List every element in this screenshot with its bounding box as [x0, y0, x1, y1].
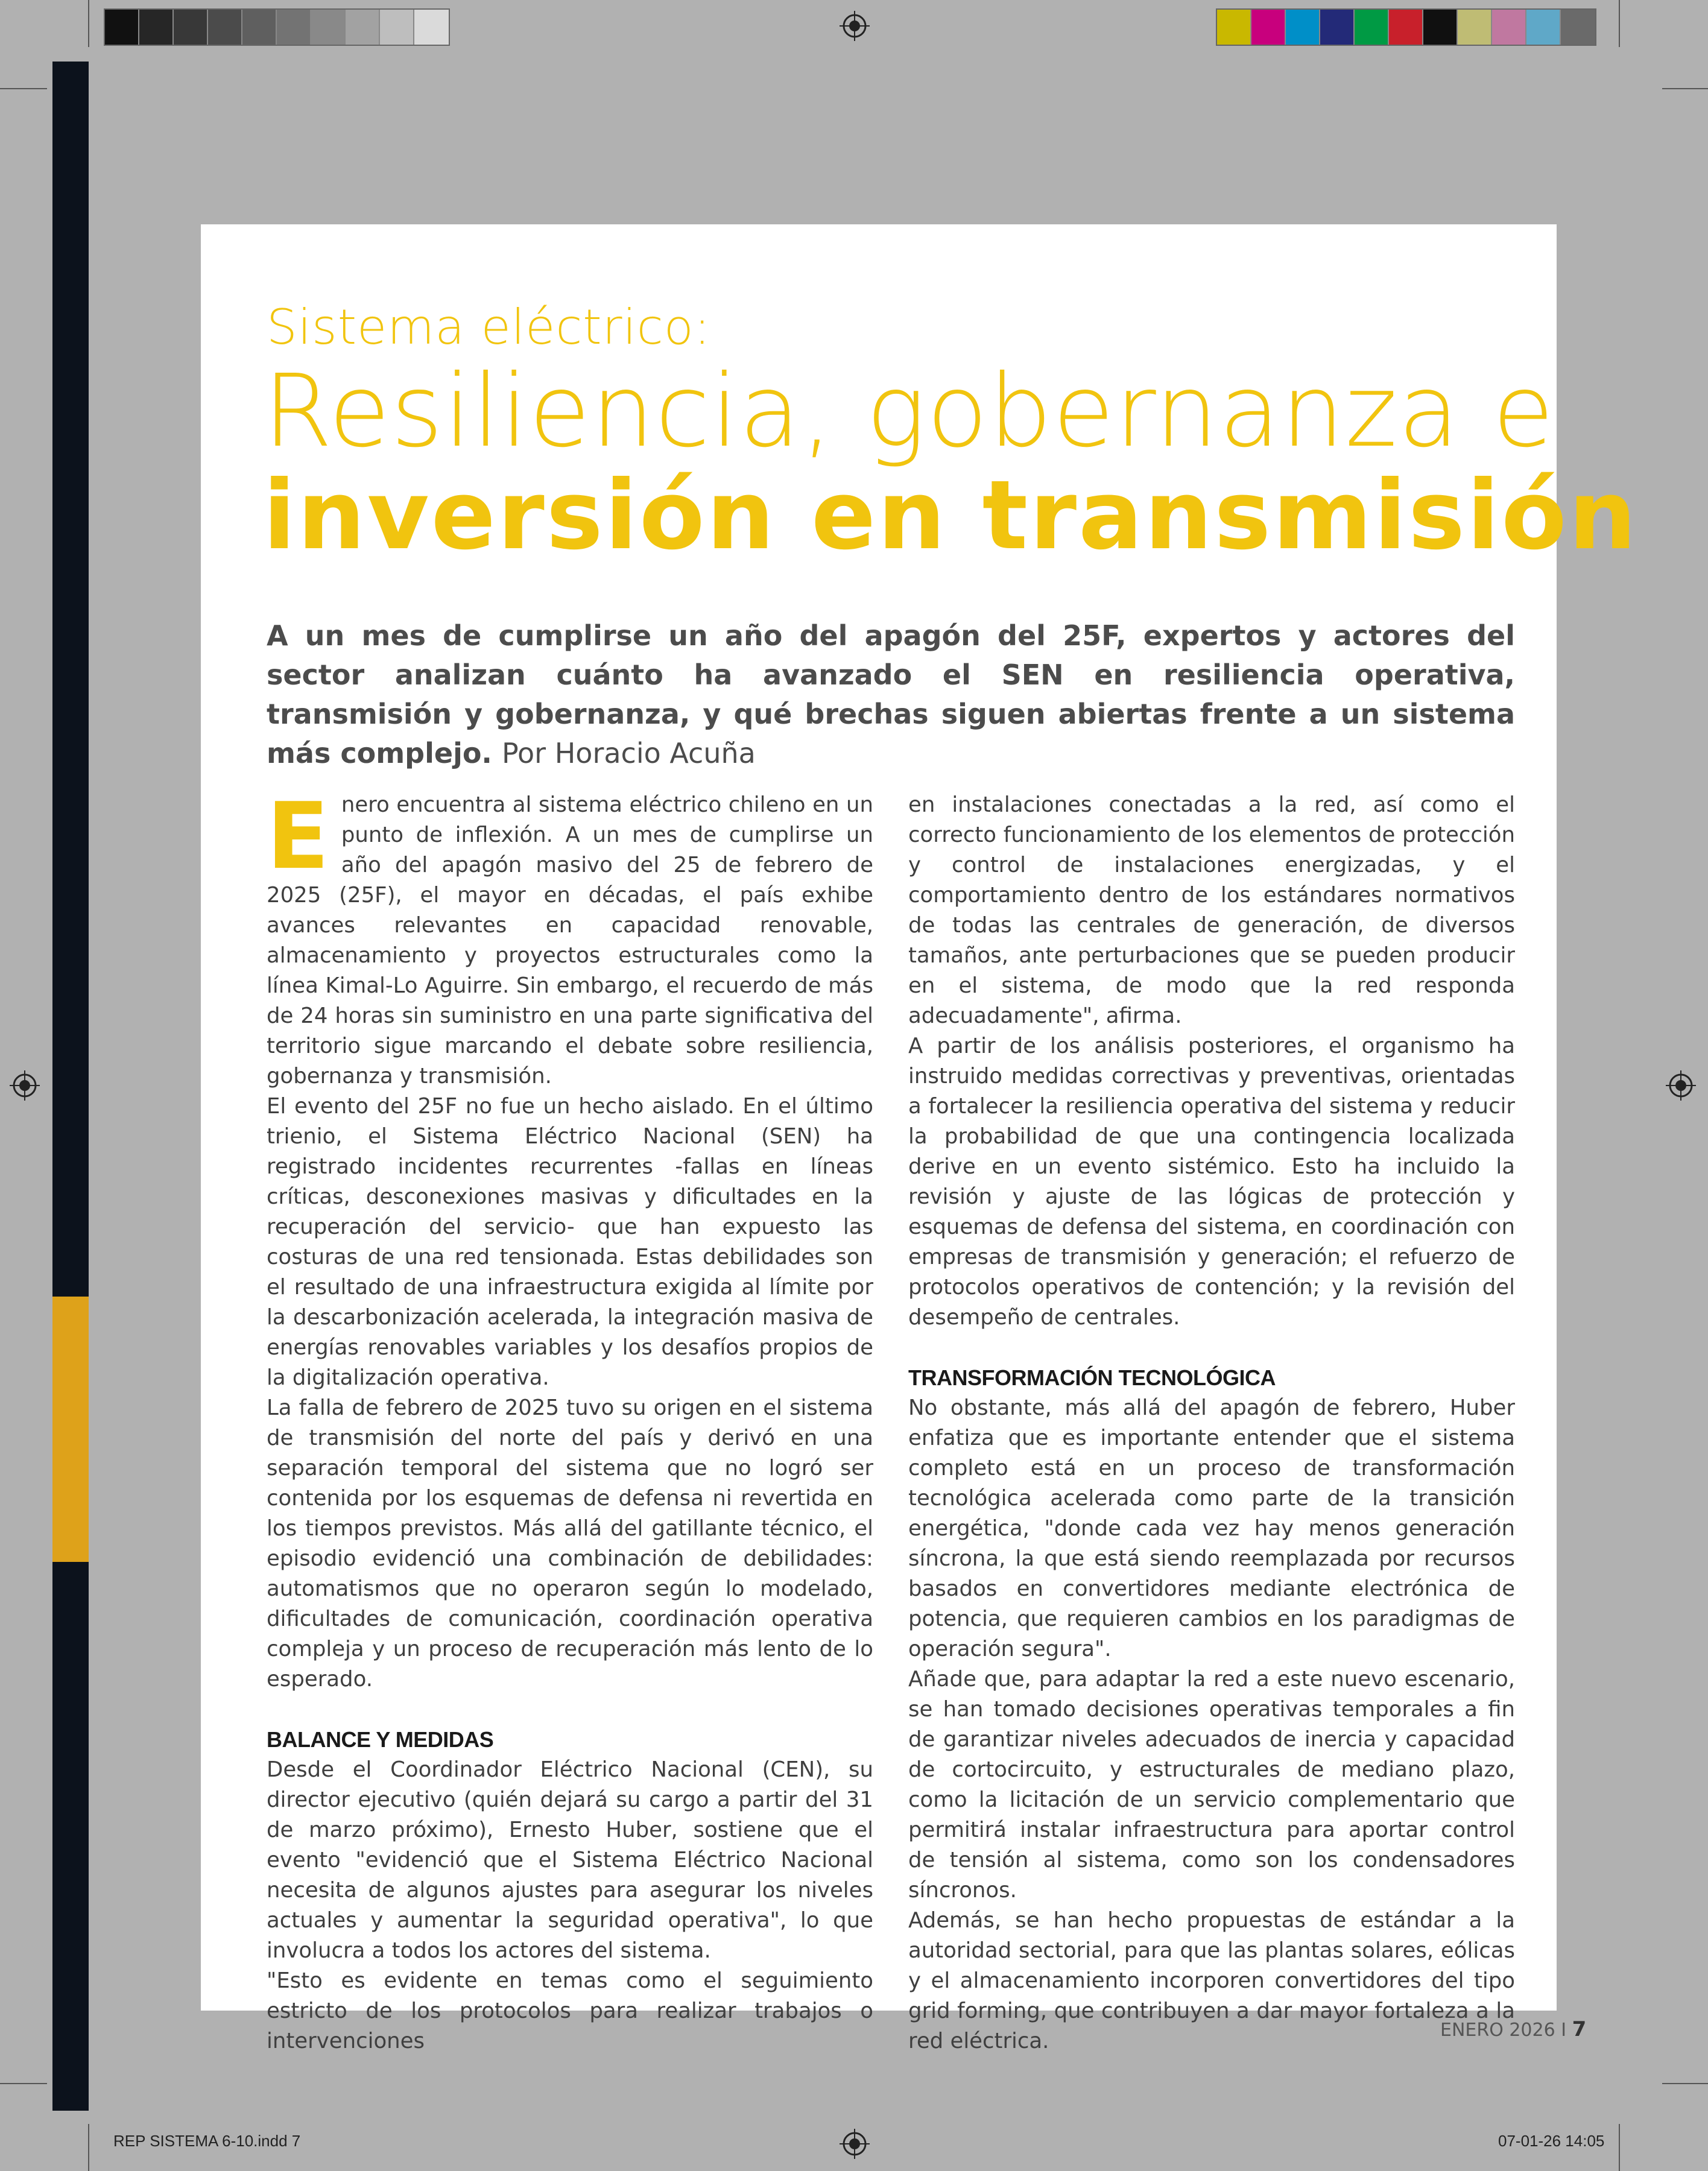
gray-swatch [346, 10, 380, 45]
crop-mark [1662, 2083, 1708, 2084]
crop-mark [1662, 88, 1708, 89]
drop-cap: E [267, 783, 329, 890]
color-swatch [1355, 10, 1389, 45]
gray-swatch [208, 10, 242, 45]
slug-date: 07-01-26 14:05 [1498, 2132, 1605, 2150]
article-column-right [908, 790, 1515, 2056]
paragraph: Además, se han hecho propuestas de estándar a la autoridad sectorial, para que las plantas solares, eólicas y el almacenamiento incorporen convertidores del tipo grid forming, que contribuyen a dar mayor fortaleza a la red eléctrica. [908, 1908, 1515, 2053]
article-deck [267, 616, 1515, 773]
article-title-line-1: Resiliencia, gobernanza e [263, 353, 1555, 470]
article-title-line-2: inversión en transmisión [263, 460, 1639, 571]
folio-issue: ENERO 2026 [1440, 2020, 1555, 2041]
color-swatch [1286, 10, 1320, 45]
color-swatch [1320, 10, 1355, 45]
gray-swatch [105, 10, 139, 45]
gray-swatch [414, 10, 449, 45]
folio-separator: I [1561, 2020, 1567, 2041]
gray-swatch [277, 10, 311, 45]
left-bleed-bar [52, 62, 89, 2111]
crop-mark [1619, 2124, 1620, 2171]
paragraph: No obstante, más allá del apagón de febrero, Huber enfatiza que es importante entender que el sistema completo está en un proceso de transformación tecnológica acelerada como parte de la transición energética, "donde cada vez hay menos generación síncrona, la que está siendo reemplazada por recursos basados en convertidores mediante electrónica de potencia, que requieren cambios en los paradigmas de operación segura". [908, 1395, 1515, 1661]
paragraph-text: nero encuentra al sistema eléctrico chileno en un punto de inflexión. A un mes de cumplirse un año del apagón masivo del 25 de febrero de 2025 (25F), el mayor en décadas, el país exhibe avances relevantes en capacidad renovable, almacenamiento y proyectos estructurales como la línea Kimal-Lo Aguirre. Sin embargo, el recuerdo de más de 24 horas sin suministro en una parte significativa del territorio sigue marcando el debate sobre resiliencia, gobernanza y transmisión. [267, 792, 873, 1089]
paragraph: El evento del 25F no fue un hecho aislado. En el último trienio, el Sistema Eléctrico Nacional (SEN) ha registrado incidentes recurrentes -fallas en líneas críticas, desconexiones masivas y dificultades en la recuperación del servicio- que han expuesto las costuras de una red tensionada. Estas debilidades son el resultado de una infraestructura exigida al límite por la descarbonización acelerada, la integración masiva de energías renovables variables y los desafíos propios de la digitalización operativa. [267, 1094, 873, 1390]
color-swatch [1526, 10, 1561, 45]
paragraph: en instalaciones conectadas a la red, así como el correcto funcionamiento de los elementos de protección y control de instalaciones energizadas, y el comportamiento dentro de los estándares normativos de todas las centrales de generación, de diversos tamaños, ante perturbaciones que se pueden producir en el sistema, de modo que la red responda adecuadamente", afirma. [908, 792, 1515, 1028]
color-swatch [1561, 10, 1595, 45]
slug-file: REP SISTEMA 6-10.indd 7 [113, 2132, 301, 2150]
page-folio [1440, 2017, 1586, 2041]
color-swatch [1217, 10, 1251, 45]
paragraph [267, 783, 873, 1092]
crop-mark [1619, 0, 1620, 47]
registration-mark-icon [840, 11, 870, 41]
color-swatch [1423, 10, 1458, 45]
crop-mark [88, 0, 89, 47]
paragraph: La falla de febrero de 2025 tuvo su origen en el sistema de transmisión del norte del país y derivó en una separación temporal del sistema que no logró ser contenida por los esquemas de defensa ni revertida en los tiempos previstos. Más allá del gatillante técnico, el episodio evidenció una combinación de debilidades: automatismos que no operaron según lo modelado, dificultades de comunicación, coordinación operativa compleja y un proceso de recuperación más lento de lo esperado. [267, 1395, 873, 1692]
color-swatch [1458, 10, 1492, 45]
page-number: 7 [1572, 2017, 1587, 2041]
gray-swatch [174, 10, 208, 45]
color-swatch [1492, 10, 1526, 45]
gray-swatch [380, 10, 414, 45]
paragraph: Desde el Coordinador Eléctrico Nacional (CEN), su director ejecutivo (quién dejará su cargo a partir del 31 de marzo próximo), Ernesto Huber, sostiene que el evento "evidenció que el Sistema Eléctrico Nacional necesita de algunos ajustes para asegurar los niveles actuales y aumentar la seguridad operativa", lo que involucra a todos los actores del sistema. [267, 1757, 873, 1963]
gray-swatch [139, 10, 174, 45]
paragraph: Añade que, para adaptar la red a este nuevo escenario, se han tomado decisiones operativas temporales a fin de garantizar niveles adecuados de inercia y capacidad de cortocircuito, y estructurales de mediano plazo, como la licitación de un servicio complementario que permitirá instalar infraestructura para aportar control de tensión al sistema, como son los condensadores síncronos. [908, 1667, 1515, 1903]
section-heading-transformacion: TRANSFORMACIÓN TECNOLÓGICA [908, 1365, 1276, 1390]
gray-swatch [311, 10, 346, 45]
color-swatch [1389, 10, 1423, 45]
article-kicker: Sistema eléctrico: [267, 299, 711, 355]
registration-mark-icon [1666, 1070, 1696, 1101]
article-column-left [267, 783, 873, 2056]
byline: Por Horacio Acuña [501, 737, 756, 769]
crop-mark [0, 2083, 47, 2084]
section-heading-balance: BALANCE Y MEDIDAS [267, 1727, 494, 1752]
color-swatch [1251, 10, 1286, 45]
gray-swatch-strip [104, 8, 450, 46]
deck-text: A un mes de cumplirse un año del apagón del 25F, expertos y actores del sector analizan cuánto ha avanzado el SEN en resiliencia operativa, transmisión y gobernanza, y qué brechas siguen abiertas frente a un sistema más complejo. [267, 619, 1515, 769]
registration-mark-icon [10, 1070, 40, 1101]
paragraph: "Esto es evidente en temas como el seguimiento estricto de los protocolos para realizar trabajos o intervenciones [267, 1968, 873, 2053]
color-swatch-strip [1216, 8, 1596, 46]
registration-mark-icon [840, 2129, 870, 2159]
crop-mark [0, 88, 47, 89]
crop-mark [88, 2124, 89, 2171]
gray-swatch [242, 10, 277, 45]
left-bleed-accent [52, 1297, 89, 1562]
paragraph: A partir de los análisis posteriores, el organismo ha instruido medidas correctivas y preventivas, orientadas a fortalecer la resiliencia operativa del sistema y reducir la probabilidad de que una contingencia localizada derive en un evento sistémico. Esto ha incluido la revisión y ajuste de las lógicas de protección y esquemas de defensa del sistema, en coordinación con empresas de transmisión y generación; el refuerzo de protocolos operativos de contención; y la revisión del desempeño de centrales. [908, 1034, 1515, 1330]
